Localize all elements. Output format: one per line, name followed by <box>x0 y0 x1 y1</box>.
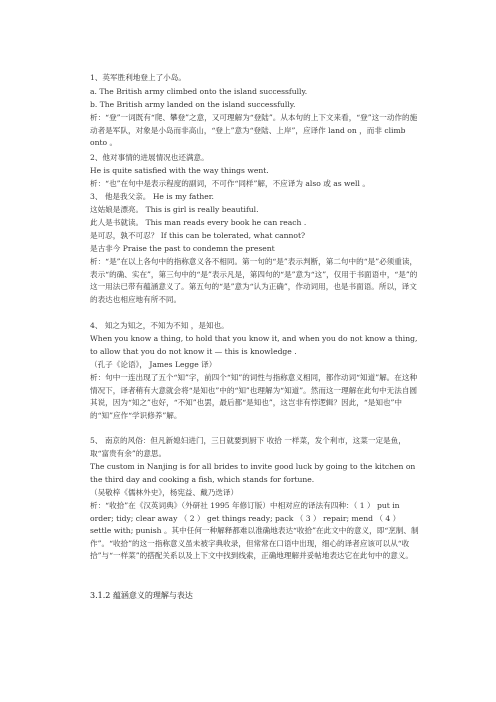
section-heading: 3.1.2 蕴涵意义的理解与表达 <box>90 591 193 600</box>
example-3-line-2: 此人是书就读。 This man reads every book he can reach . <box>90 218 307 227</box>
example-4-title: 4、 知之为知之，不知为不知 ，是知也。 <box>90 321 229 330</box>
example-2-translation: He is quite satisfied with the way things went. <box>90 166 269 175</box>
example-1-translation-b: b. The British army landed on the island successfully. <box>90 100 296 109</box>
example-2-title: 2、他对事情的进展情况也还满意。 <box>90 153 209 162</box>
example-4-source: （孔子《论语》， James Legge 译） <box>90 360 217 369</box>
example-1-translation-a: a. The British army climbed onto the island successfully. <box>90 87 308 96</box>
example-4-analysis: 析：句中一连出现了五个“知”字，前四个“知”的词性与指称意义相同，都作动词“知道”解。在这种情况下，译者稍有大意就会将“是知也”中的“知”也理解为“知道”。然而这一理解在此句中无法自圆其说，因为“知之”也好，“不知”也罢，最后都“是知也”，这岂非有悖逻辑？因此，“是知也”中的“知”应作“学识修养”解。 <box>90 373 418 420</box>
example-3-analysis: 析：“是”在以上各句中的指称意义各不相同。第一句的“是”表示判断，第二句中的“是”必须重读，表示“的确、实在”，第三句中的“是”表示凡是，第四句的“是”意为“这”，仅用于书面语中，“是”的这一用法已带有蕴涵意义了。第五句的“是”意为“认为正确”，作动词用，也是书面语。所以，译文的表达也相应地有所不同。 <box>90 257 418 304</box>
example-5-analysis: 析：“收拾”在《汉英词典》（外研社 1995 年修订版）中相对应的译法有四种：（ 1 ） put in order; tidy; clear away （ 2 ） get things ready; pack （ 3 ） repair; mend （ 4 ） settle with; punish 。其中任何一种解释都难以准确地表达“收拾”在此文中的意义，即“烹制、制作”。“收拾”的这一指称意义虽未被字典收录，但常常在口语中出现，细心的译者应该可以从“收拾”与“一样菜”的搭配关系以及上下文中找到线索，正确地理解并妥帖地表达它在此句中的意义。 <box>90 501 419 561</box>
example-3-line-3: 是可忍，孰不可忍？ If this can be tolerated, what cannot? <box>90 231 306 240</box>
example-4-translation: When you know a thing, to hold that you know it, and when you do not know a thing, to allow that you do not know it — this is knowledge . <box>90 334 418 356</box>
example-1-title: 1、英军胜利地登上了小岛。 <box>90 73 186 82</box>
example-5-title: 5、 南京的风俗：但凡新媳妇进门，三日就要到厨下 收拾 一样菜，发个利市，这菜一定是鱼，取“富贵有余”的意思。 <box>90 436 406 458</box>
example-5-source: （吴敬梓《儒林外史》，杨宪益、戴乃迭译） <box>90 488 239 497</box>
example-3-title: 3、 他是我父亲。 He is my father. <box>90 192 214 201</box>
example-1-analysis: 析：“登”一词既有“爬、攀登”之意，又可理解为“登陆”。从本句的上下文来看，“登”这一动作的施动者是军队，对象是小岛而非高山，“登上”意为“登陆、上岸”，应译作 land on ，而非 climb onto 。 <box>90 113 418 148</box>
example-5-translation: The custom in Nanjing is for all brides to invite good luck by going to the kitchen on the third day and cooking a fish, which stands for fortune. <box>90 462 416 484</box>
example-2-analysis: 析：“也”在句中是表示程度的副词，不可作“同样”解，不应译为 also 或 as well 。 <box>90 179 370 188</box>
example-3-line-1: 这姑娘是漂亮。 This is girl is really beautiful. <box>90 205 259 214</box>
example-3-line-4: 是古非今 Praise the past to condemn the present <box>90 244 275 253</box>
